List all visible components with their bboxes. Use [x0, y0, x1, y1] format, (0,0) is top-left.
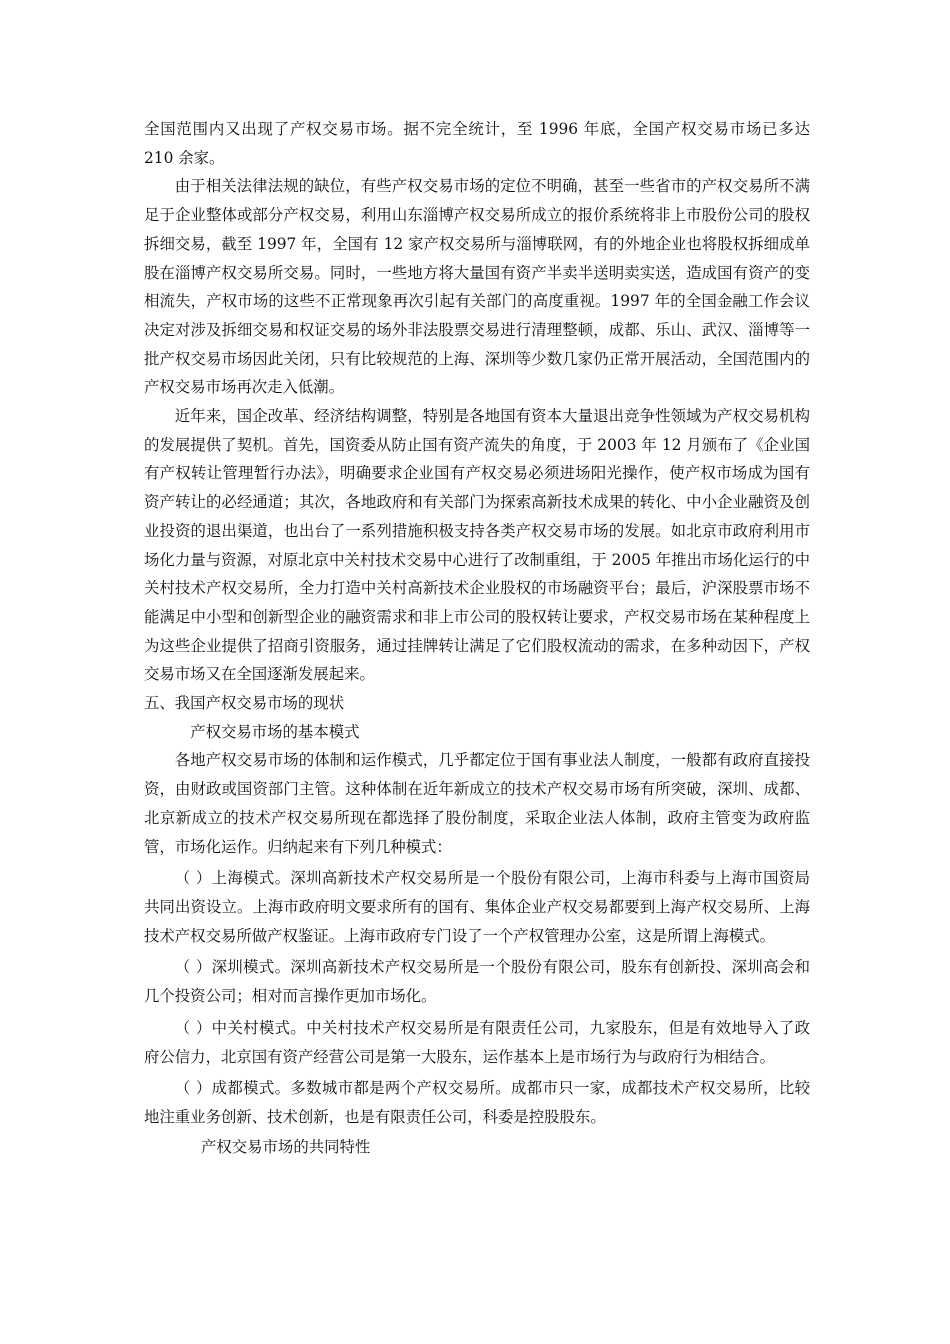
paragraph-shenzhen-mode: （ ）深圳模式。深圳高新技术产权交易所是一个股份有限公司，股东有创新投、深圳高会和几个投资公司；相对而言操作更加市场化。	[144, 958, 810, 1006]
paragraph-chengdu-mode: （ ）成都模式。多数城市都是两个产权交易所。成都市只一家，成都技术产权交易所，比较地注重业务创新、技术创新，也是有限责任公司，科委是控股股东。	[144, 1079, 810, 1126]
paragraph-zhongguancun-mode: （ ）中关村模式。中关村技术产权交易所是有限责任公司，九家股东，但是有效地导入了政府公信力，北京国有资产经营公司是第一大股东，运作基本上是市场行为与政府行为相结合。	[144, 1018, 810, 1066]
subsection-heading-common-features: 产权交易市场的共同特性	[200, 1137, 371, 1156]
document-page	[144, 115, 810, 1161]
paragraph-modes-intro: 各地产权交易市场的体制和运作模式，几乎都定位于国有事业法人制度，一般都有政府直接投资，由财政或国资部门主管。这种体制在近年新成立的技术产权交易市场有所突破，深圳、成都、北京新成立的技术产权交易所现在都选择了股份制度，采取企业法人体制，政府主管变为政府监管，市场化运作。归纳起来有下列几种模式：	[144, 751, 810, 856]
paragraph-legal-gap: 由于相关法律法规的缺位，有些产权交易市场的定位不明确，甚至一些省市的产权交易所不满足于企业整体或部分产权交易，利用山东淄博产权交易所成立的报价系统将非上市股份公司的股权拆细交易，截至 1997 年，全国有 12 家产权交易所与淄博联网，有的外地企业也将股权拆细成单股在淄博产权交易所交易。同时，一些地方将大量国有资产半卖半送明卖实送，造成国有资产的变相流失，产权市场的这些不正常现象再次引起有关部门的高度重视。1997 年的全国金融工作会议决定对涉及拆细交易和权证交易的场外非法股票交易进行清理整顿，成都、乐山、武汉、淄博等一批产权交易市场因此关闭，只有比较规范的上海、深圳等少数几家仍正常开展活动，全国范围内的产权交易市场再次走入低潮。	[144, 177, 810, 397]
paragraph-shanghai-mode: （ ）上海模式。深圳高新技术产权交易所是一个股份有限公司，上海市科委与上海市国资局共同出资设立。上海市政府明文要求所有的国有、集体企业产权交易都要到上海产权交易所、上海技术产权交易所做产权鉴证。上海市政府专门设了一个产权管理办公室，这是所谓上海模式。	[144, 869, 810, 945]
subsection-heading-basic-modes: 产权交易市场的基本模式	[190, 722, 360, 741]
section-heading: 五、我国产权交易市场的现状	[144, 694, 345, 713]
paragraph-recent-years: 近年来，国企改革、经济结构调整，特别是各地国有资本大量退出竞争性领域为产权交易机构的发展提供了契机。首先，国资委从防止国有资产流失的角度，于 2003 年 12 月颁布了《企业国有产权转让管理暂行办法》，明确要求企业国有产权交易必须进场阳光操作，使产权市场成为国有资产转让的必经通道；其次，各地政府和有关部门为探索高新技术成果的转化、中小企业融资及创业投资的退出渠道，也出台了一系列措施积极支持各类产权交易市场的发展。如北京市政府利用市场化力量与资源，对原北京中关村技术交易中心进行了改制重组，于 2005 年推出市场化运行的中关村技术产权交易所，全力打造中关村高新技术企业股权的市场融资平台；最后，沪深股票市场不能满足中小型和创新型企业的融资需求和非上市公司的股权转让要求，产权交易市场在某种程度上为这些企业提供了招商引资服务，通过挂牌转让满足了它们股权流动的需求，在多种动因下，产权交易市场又在全国逐渐发展起来。	[144, 407, 810, 684]
paragraph-continuation: 全国范围内又出现了产权交易市场。据不完全统计，至 1996 年底，全国产权交易市场已多达 210 余家。	[144, 120, 810, 167]
